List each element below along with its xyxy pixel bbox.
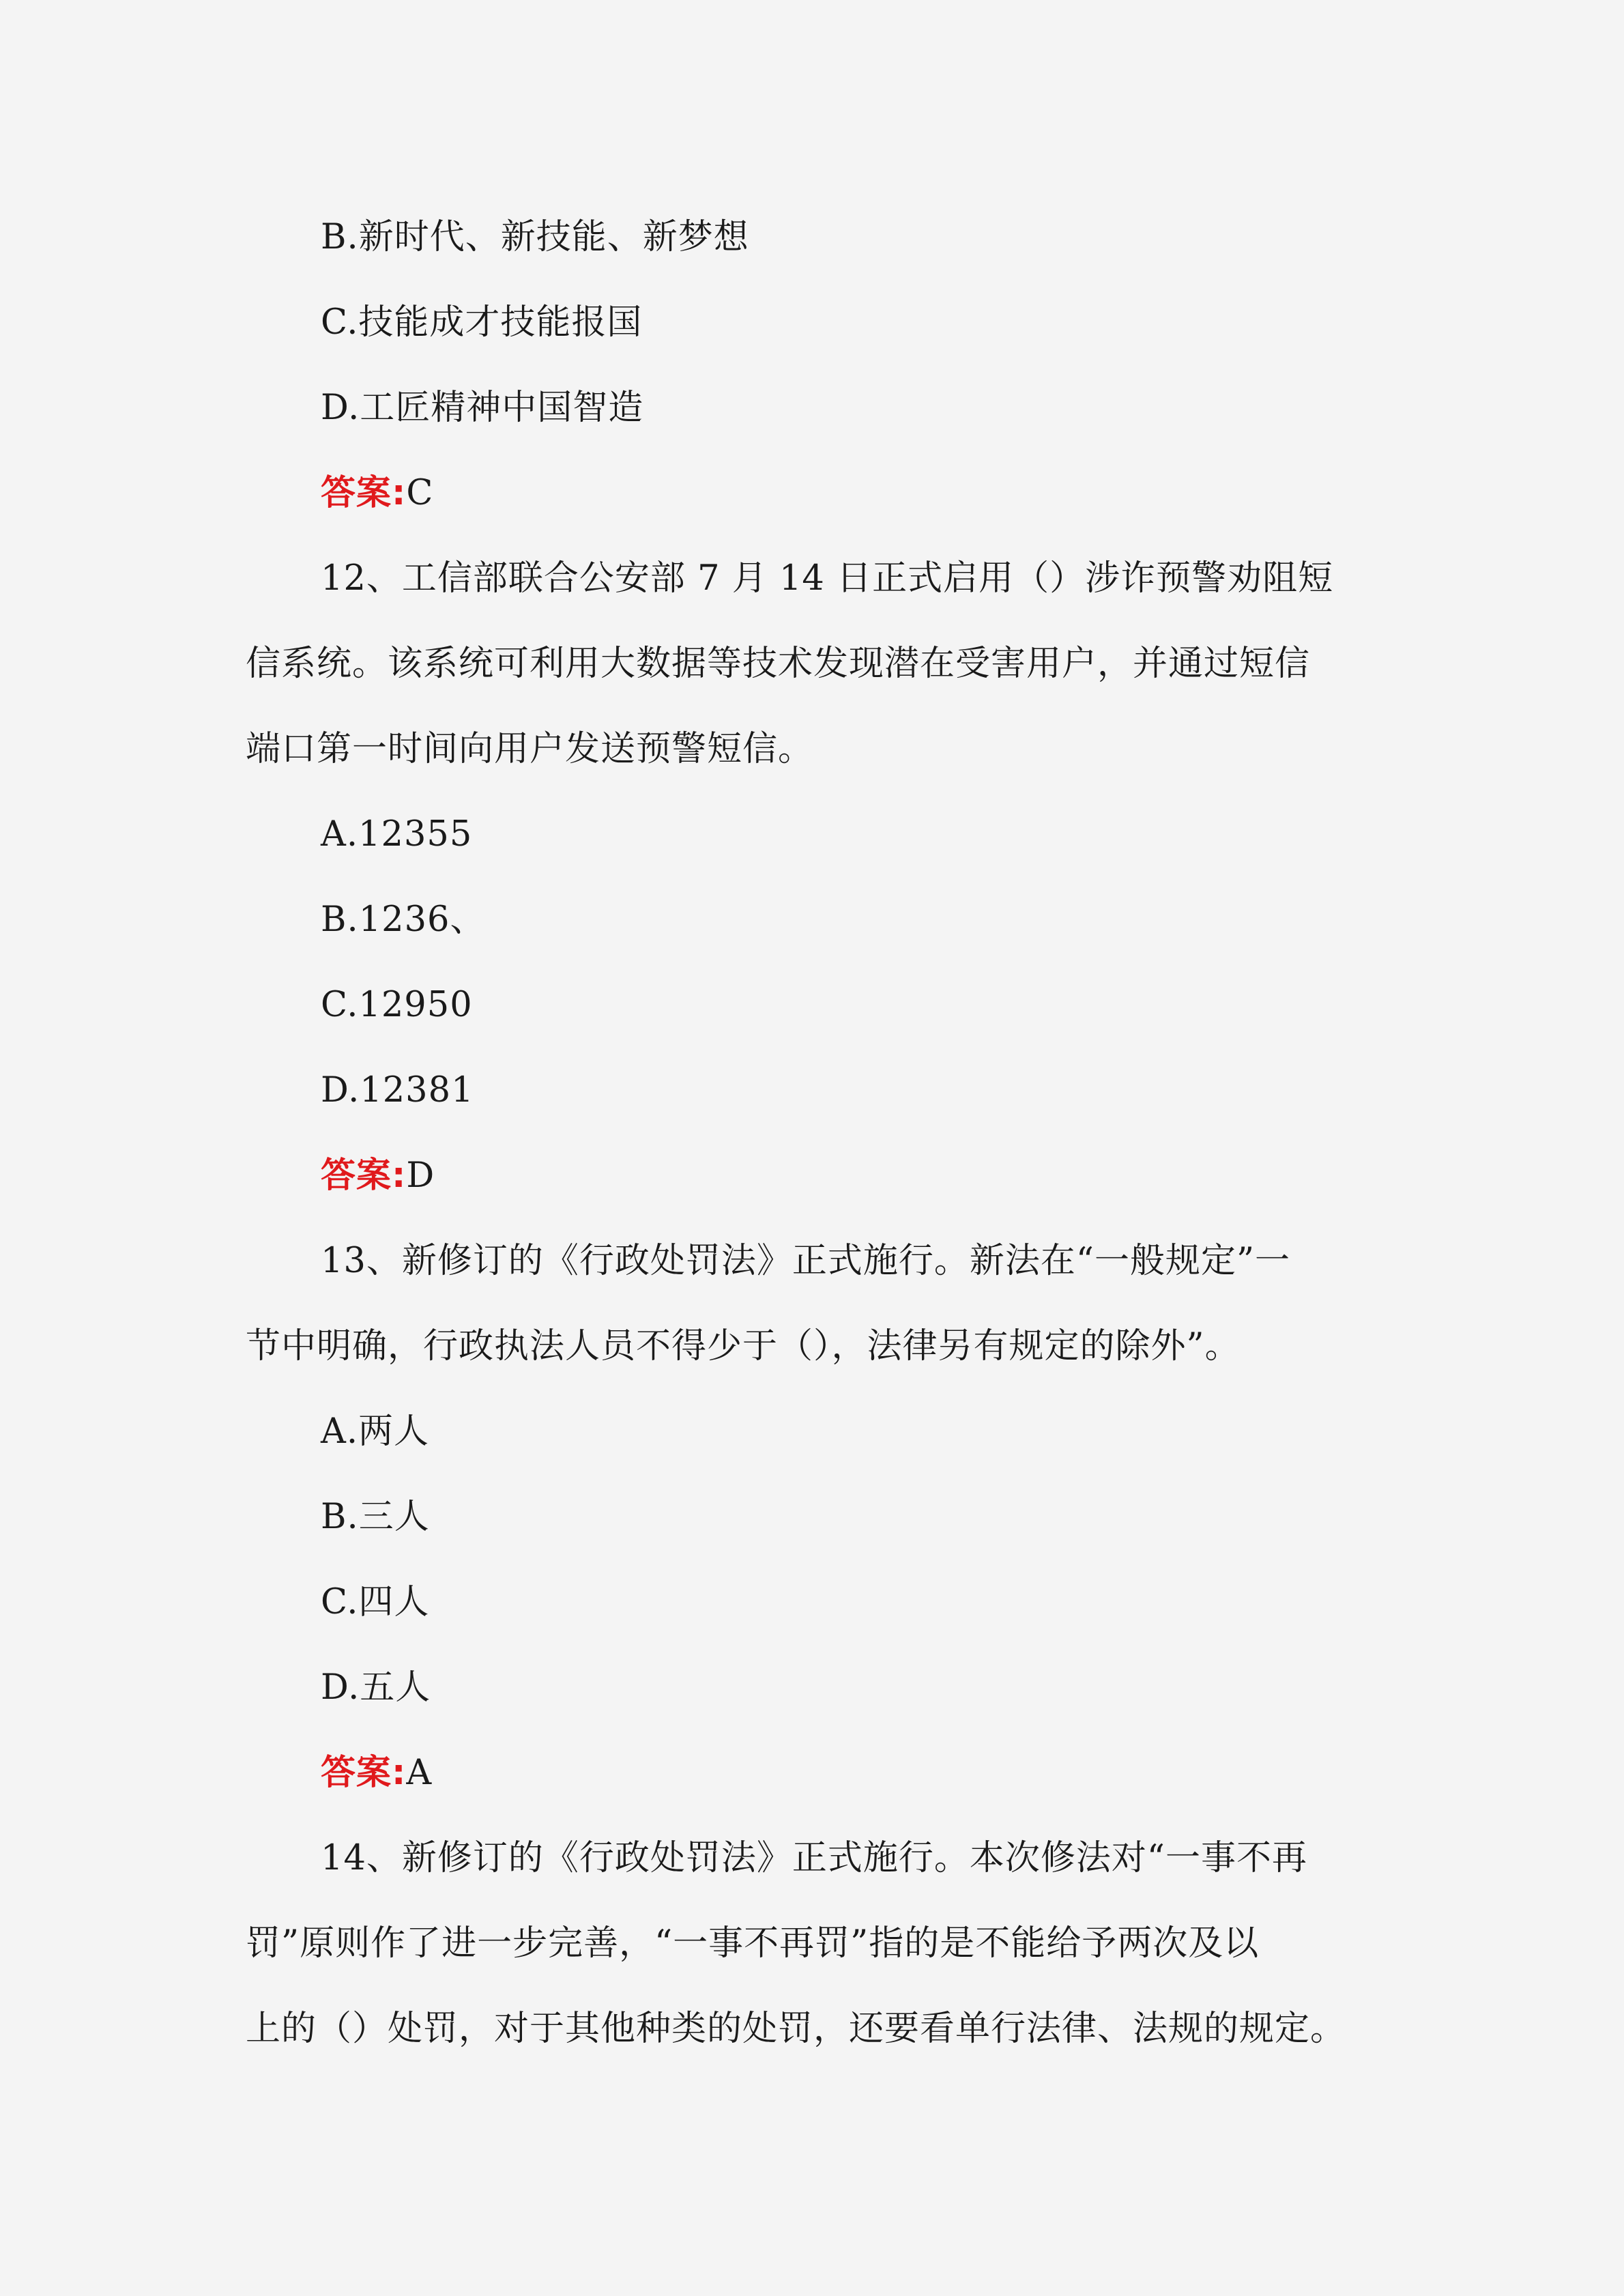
q12-stem-line-2: 信系统。该系统可利用大数据等技术发现潜在受害用户，并通过短信	[246, 644, 1311, 684]
q14-stem-line-1: 14、新修订的《行政处罚法》正式施行。本次修法对“一事不再	[321, 1838, 1307, 1878]
q13-stem-line-2: 节中明确，行政执法人员不得少于（），法律另有规定的除外”。	[246, 1326, 1241, 1366]
q13-option-d: D.五人	[321, 1667, 431, 1708]
q11-option-b: B.新时代、新技能、新梦想	[321, 217, 749, 257]
answer-value: D	[406, 1156, 435, 1196]
q11-option-d: D.工匠精神中国智造	[321, 388, 644, 428]
answer-label: 答案:	[321, 473, 407, 513]
answer-label: 答案:	[321, 1753, 407, 1793]
q12-stem-line-1: 12、工信部联合公安部 7 月 14 日正式启用（）涉诈预警劝阻短	[321, 558, 1334, 599]
q12-stem-line-3: 端口第一时间向用户发送预警短信。	[246, 729, 814, 769]
q12-answer	[321, 1156, 435, 1196]
q13-stem-line-1: 13、新修订的《行政处罚法》正式施行。新法在“一般规定”一	[321, 1241, 1291, 1281]
answer-value: A	[406, 1753, 433, 1793]
q14-stem-line-3: 上的（）处罚，对于其他种类的处罚，还要看单行法律、法规的规定。	[246, 2009, 1346, 2049]
q13-answer	[321, 1753, 432, 1794]
q12-option-b: B.1236、	[321, 900, 486, 940]
q12-option-c: C.12950	[321, 985, 473, 1025]
q11-answer	[321, 473, 433, 514]
q12-option-a: A.12355	[321, 814, 473, 855]
q13-option-a: A.两人	[321, 1411, 430, 1452]
q13-option-b: B.三人	[321, 1497, 430, 1537]
answer-label: 答案:	[321, 1156, 407, 1196]
q13-option-c: C.四人	[321, 1582, 430, 1622]
q14-stem-line-2: 罚”原则作了进一步完善，“一事不再罚”指的是不能给予两次及以	[246, 1923, 1260, 1964]
q11-option-c: C.技能成才技能报国	[321, 302, 643, 343]
q12-option-d: D.12381	[321, 1070, 474, 1110]
answer-value: C	[406, 473, 434, 513]
